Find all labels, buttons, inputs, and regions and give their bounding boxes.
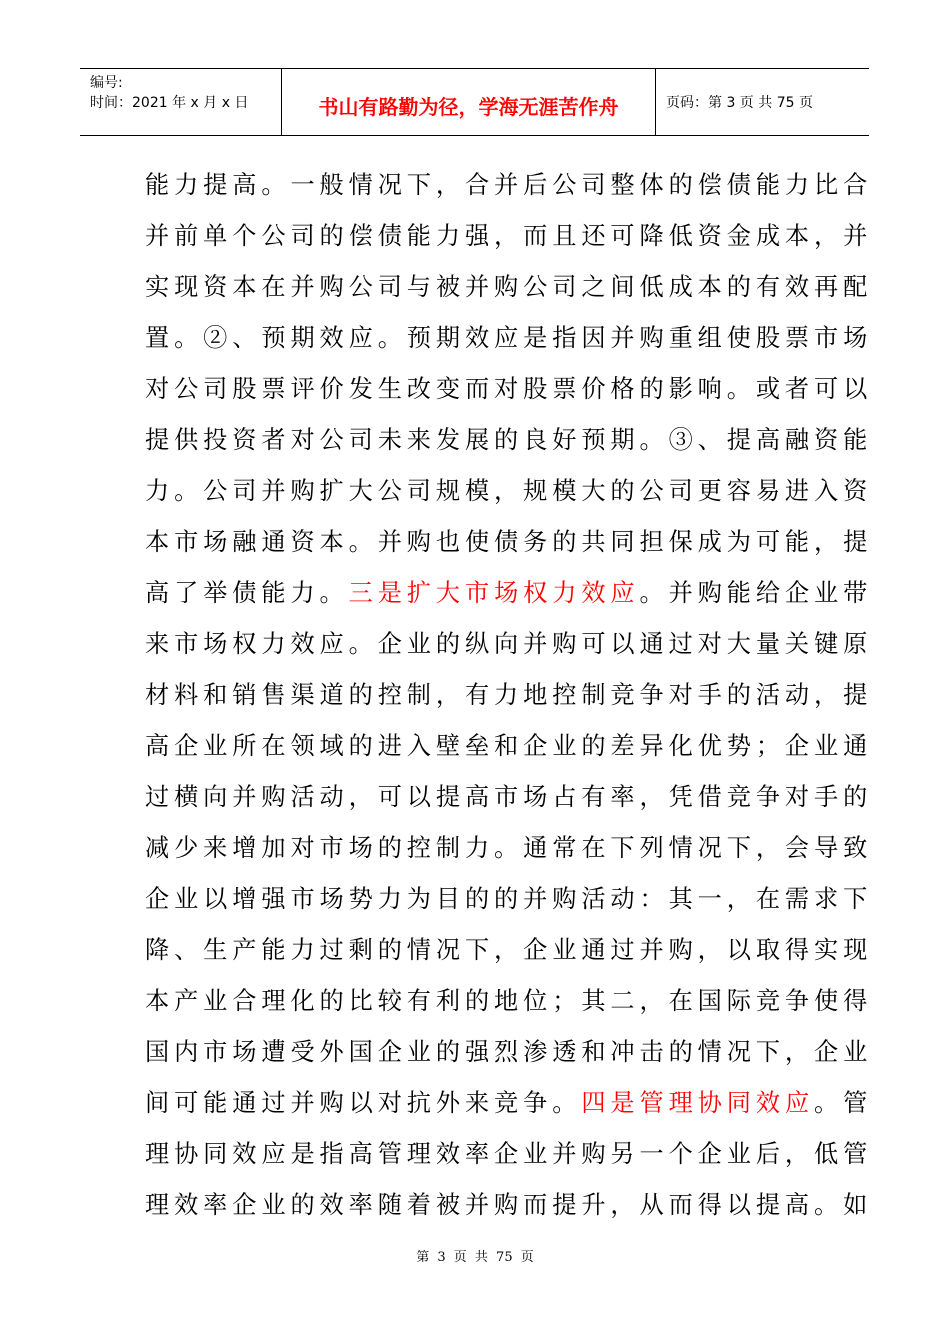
text-segment: 企业以增强市场势力为目的的并购活动：其一，在需求下 — [145, 885, 873, 913]
highlighted-heading: 三是扩大市场权力效应 — [348, 579, 640, 607]
text-segment: 过横向并购活动，可以提高市场占有率，凭借竞争对手的 — [145, 783, 873, 811]
text-segment: 置。②、预期效应。预期效应是指因并购重组使股票市场 — [145, 324, 873, 352]
header-page-info: 页码：第 3 页 共 75 页 — [666, 95, 813, 111]
text-segment: 来市场权力效应。企业的纵向并购可以通过对大量关键原 — [145, 630, 873, 658]
text-segment: 材料和销售渠道的控制，有力地控制竞争对手的活动，提 — [145, 681, 873, 709]
text-segment: 提供投资者对公司未来发展的良好预期。③、提高融资能 — [145, 426, 873, 454]
text-segment: 间可能通过并购以对抗外来竞争。 — [145, 1089, 582, 1117]
text-line — [145, 160, 873, 211]
text-line — [145, 1078, 873, 1129]
text-segment: 高企业所在领域的进入壁垒和企业的差异化优势；企业通 — [145, 732, 873, 760]
text-line — [145, 211, 873, 262]
page-header — [80, 68, 869, 136]
text-segment: 。并购能给企业带 — [639, 579, 873, 607]
text-segment: 高了举债能力。 — [145, 579, 349, 607]
text-line — [145, 568, 873, 619]
highlighted-heading: 四是管理协同效应 — [581, 1089, 815, 1117]
text-line — [145, 517, 873, 568]
text-line — [145, 313, 873, 364]
time-label: 时间：2021 年 x 月 x 日 — [90, 95, 249, 111]
text-segment: 理协同效应是指高管理效率企业并购另一个企业后，低管 — [145, 1140, 873, 1168]
text-segment: 对公司股票评价发生改变而对股票价格的影响。或者可以 — [145, 375, 873, 403]
text-segment: 理效率企业的效率随着被并购而提升，从而得以提高。如 — [145, 1191, 873, 1219]
text-line — [145, 1180, 873, 1231]
text-line — [145, 1027, 873, 1078]
text-segment: 力。公司并购扩大公司规模，规模大的公司更容易进入资 — [145, 477, 873, 505]
text-line — [145, 721, 873, 772]
text-line — [145, 874, 873, 925]
text-segment: 实现资本在并购公司与被并购公司之间低成本的有效再配 — [145, 273, 873, 301]
text-segment: 能力提高。一般情况下，合并后公司整体的偿债能力比合 — [145, 171, 873, 199]
text-segment: 。管 — [814, 1089, 873, 1117]
text-line — [145, 619, 873, 670]
body-text — [145, 160, 873, 1231]
text-line — [145, 670, 873, 721]
text-segment: 并前单个公司的偿债能力强，而且还可降低资金成本，并 — [145, 222, 873, 250]
header-meta — [80, 69, 282, 135]
text-line — [145, 262, 873, 313]
text-segment: 本市场融通资本。并购也使债务的共同担保成为可能，提 — [145, 528, 873, 556]
text-line — [145, 1129, 873, 1180]
text-line — [145, 772, 873, 823]
text-line — [145, 466, 873, 517]
text-line — [145, 976, 873, 1027]
text-segment: 国内市场遭受外国企业的强烈渗透和冲击的情况下，企业 — [145, 1038, 873, 1066]
text-segment: 降、生产能力过剩的情况下，企业通过并购，以取得实现 — [145, 936, 873, 964]
text-line — [145, 823, 873, 874]
text-segment: 减少来增加对市场的控制力。通常在下列情况下，会导致 — [145, 834, 873, 862]
number-label: 编号: — [90, 75, 123, 91]
text-line — [145, 925, 873, 976]
text-segment: 本产业合理化的比较有利的地位；其二，在国际竞争使得 — [145, 987, 873, 1015]
header-motto: 书山有路勤为径，学海无涯苦作舟 — [282, 69, 656, 135]
text-line — [145, 415, 873, 466]
page-footer: 第 3 页 共 75 页 — [416, 1250, 534, 1265]
text-line — [145, 364, 873, 415]
